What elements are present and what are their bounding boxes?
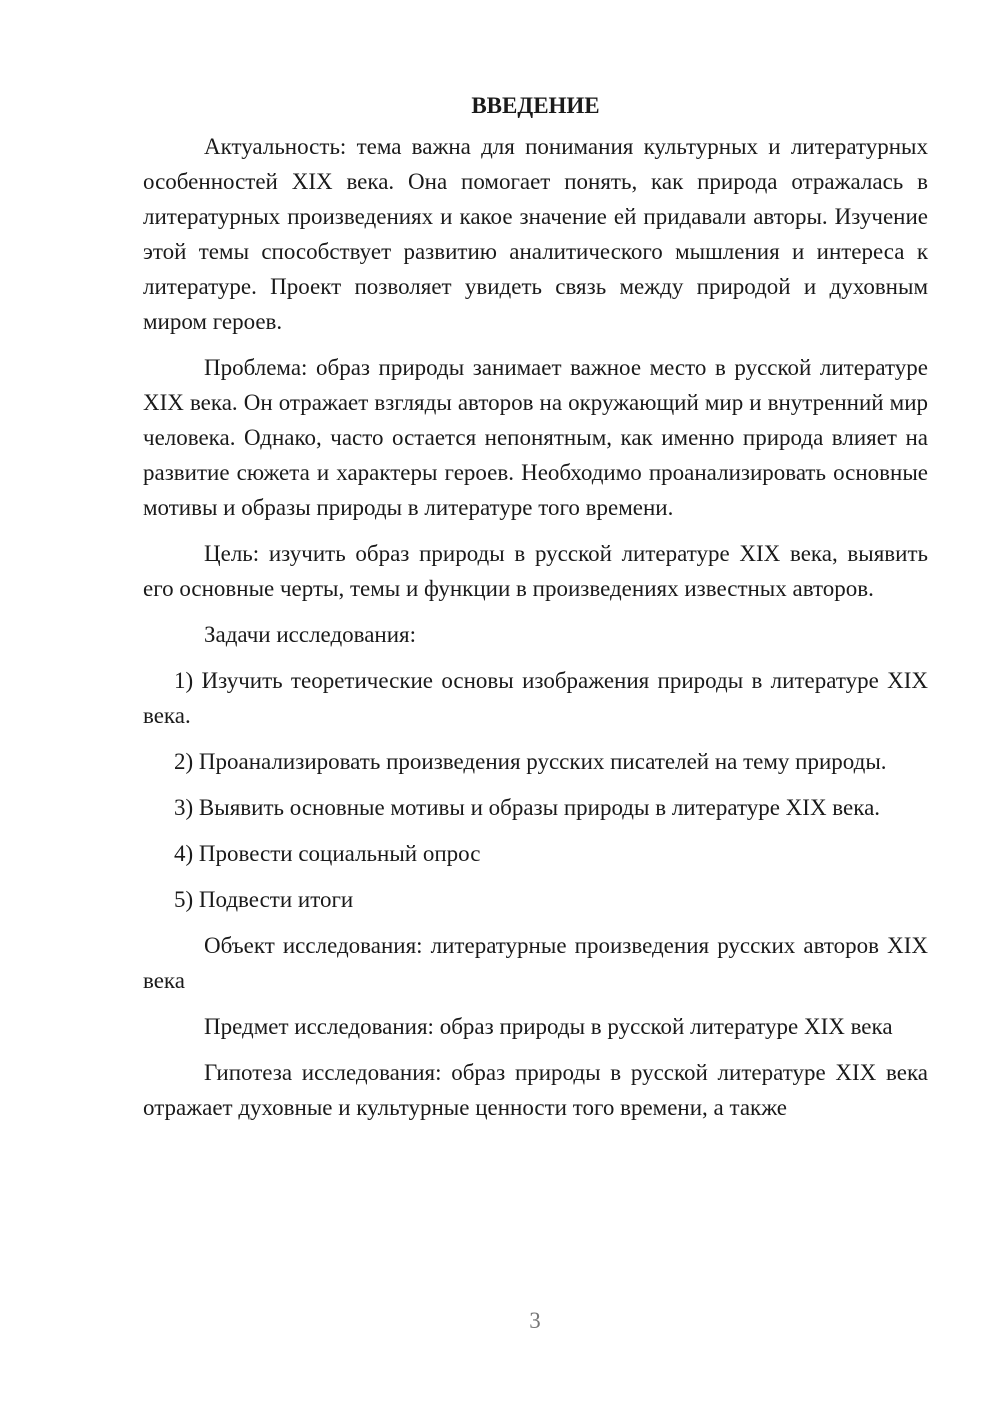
document-page [143,88,928,1136]
paragraph-object: Объект исследования: литературные произведения русских авторов XIX века [143,933,928,993]
paragraph-relevance: Актуальность: тема важна для понимания культурных и литературных особенностей XIX века. Она помогает понять, как природа отражалась в литературных произведениях и какое значение ей придавали авторы. Изучение этой темы способствует развитию аналитического мышления и интереса к литературе. Проект позволяет увидеть связь между природой и духовным миром героев. [143,134,928,334]
task-item-5: 5) Подвести итоги [174,887,354,912]
paragraph-tasks-heading: Задачи исследования: [204,622,417,647]
task-item-4: 4) Провести социальный опрос [174,841,481,866]
task-item-2: 2) Проанализировать произведения русских писателей на тему природы. [174,749,887,774]
page-number: 3 [529,1308,541,1333]
paragraph-subject: Предмет исследования: образ природы в русской литературе XIX века [204,1014,893,1039]
task-item-1: 1) Изучить теоретические основы изображения природы в литературе XIX века. [143,668,928,728]
section-title: ВВЕДЕНИЕ [471,93,600,118]
paragraph-problem: Проблема: образ природы занимает важное место в русской литературе XIX века. Он отражает взгляды авторов на окружающий мир и внутренний мир человека. Однако, часто остается непонятным, как именно природа влияет на развитие сюжета и характеры героев. Необходимо проанализировать основные мотивы и образы природы в литературе того времени. [143,355,928,520]
paragraph-goal: Цель: изучить образ природы в русской литературе XIX века, выявить его основные черты, темы и функции в произведениях известных авторов. [143,541,928,601]
paragraph-hypothesis: Гипотеза исследования: образ природы в русской литературе XIX века отражает духовные и культурные ценности того времени, а также [143,1060,928,1120]
task-item-3: 3) Выявить основные мотивы и образы природы в литературе XIX века. [174,795,881,820]
